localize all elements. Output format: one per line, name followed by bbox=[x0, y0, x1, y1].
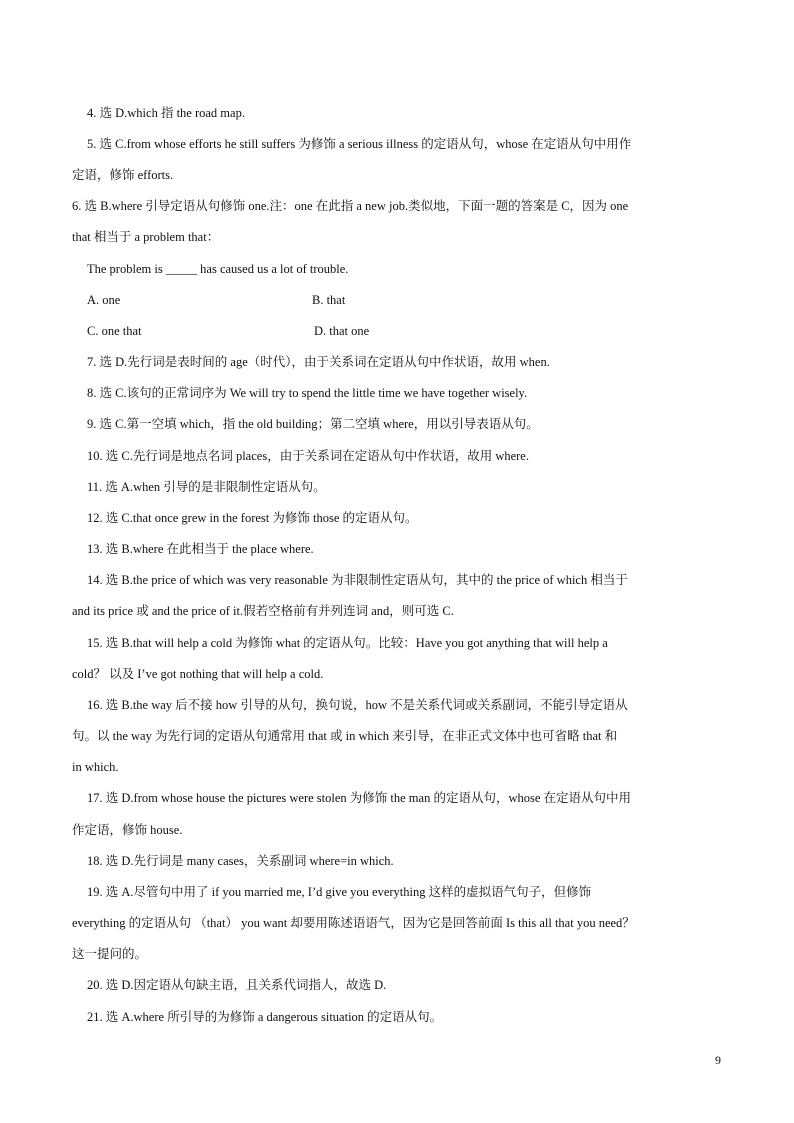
answer-8: 8. 选 C.该句的正常词序为 We will try to spend the little time we have together wisely. bbox=[87, 386, 528, 400]
choice-d: D. that one bbox=[314, 324, 370, 338]
answer-21: 21. 选 A.where 所引导的为修饰 a dangerous situation 的定语从句。 bbox=[87, 1010, 443, 1024]
answer-15-line-2: cold？ 以及 I’ve got nothing that will help a cold. bbox=[72, 667, 324, 681]
answer-20: 20. 选 D.因定语从句缺主语，且关系代词指人，故选 D. bbox=[87, 978, 387, 992]
answer-18: 18. 选 D.先行词是 many cases，关系副词 where=in which. bbox=[87, 854, 394, 868]
answer-17-line-2: 作定语，修饰 house. bbox=[72, 823, 183, 837]
answer-19-line-1: 19. 选 A.尽管句中用了 if you married me, I’d give you everything 这样的虚拟语气句子，但修饰 bbox=[87, 885, 592, 899]
answer-11: 11. 选 A.when 引导的是非限制性定语从句。 bbox=[87, 480, 326, 494]
answer-16-line-2: 句。以 the way 为先行词的定语从句通常用 that 或 in which 来引导，在非正式文体中也可省略 that 和 bbox=[72, 729, 618, 743]
choice-a: A. one bbox=[87, 293, 121, 307]
answer-19-line-3: 这一提问的。 bbox=[72, 947, 148, 961]
answer-9: 9. 选 C.第一空填 which，指 the old building；第二空填 where，用以引导表语从句。 bbox=[87, 417, 539, 431]
answer-16-line-3: in which. bbox=[72, 760, 119, 774]
answer-19-line-2: everything 的定语从句 （that） you want 却要用陈述语语气，因为它是回答前面 Is this all that you need？ bbox=[72, 916, 635, 930]
answer-14-line-1: 14. 选 B.the price of which was very reasonable 为非限制性定语从句，其中的 the price of which 相当于 bbox=[87, 573, 628, 587]
answer-4: 4. 选 D.which 指 the road map. bbox=[87, 106, 245, 120]
answer-15-line-1: 15. 选 B.that will help a cold 为修饰 what 的定语从句。比较：Have you got anything that will help a bbox=[87, 636, 608, 650]
choice-c: C. one that bbox=[87, 324, 142, 338]
answer-16-line-1: 16. 选 B.the way 后不接 how 引导的从句，换句说，how 不是关系代词或关系副词，不能引导定语从 bbox=[87, 698, 628, 712]
example-question: The problem is _____ has caused us a lot of trouble. bbox=[87, 262, 349, 276]
answer-5-line-1: 5. 选 C.from whose efforts he still suffers 为修饰 a serious illness 的定语从句，whose 在定语从句中用作 bbox=[87, 137, 632, 151]
answer-10: 10. 选 C.先行词是地点名词 places，由于关系词在定语从句中作状语，故用 where. bbox=[87, 449, 529, 463]
page-number: 9 bbox=[715, 1053, 721, 1067]
answer-6-line-2: that 相当于 a problem that： bbox=[72, 230, 220, 244]
answer-6-line-1: 6. 选 B.where 引导定语从句修饰 one.注：one 在此指 a new job.类似地，下面一题的答案是 C，因为 one bbox=[72, 199, 629, 213]
answer-5-line-2: 定语，修饰 efforts. bbox=[72, 168, 174, 182]
answer-17-line-1: 17. 选 D.from whose house the pictures were stolen 为修饰 the man 的定语从句，whose 在定语从句中用 bbox=[87, 791, 632, 805]
answer-12: 12. 选 C.that once grew in the forest 为修饰 those 的定语从句。 bbox=[87, 511, 418, 525]
answer-14-line-2: and its price 或 and the price of it.假若空格前有并列连词 and，则可选 C. bbox=[72, 604, 454, 618]
answer-7: 7. 选 D.先行词是表时间的 age（时代），由于关系词在定语从句中作状语，故用 when. bbox=[87, 355, 550, 369]
choice-b: B. that bbox=[312, 293, 346, 307]
answer-13: 13. 选 B.where 在此相当于 the place where. bbox=[87, 542, 314, 556]
